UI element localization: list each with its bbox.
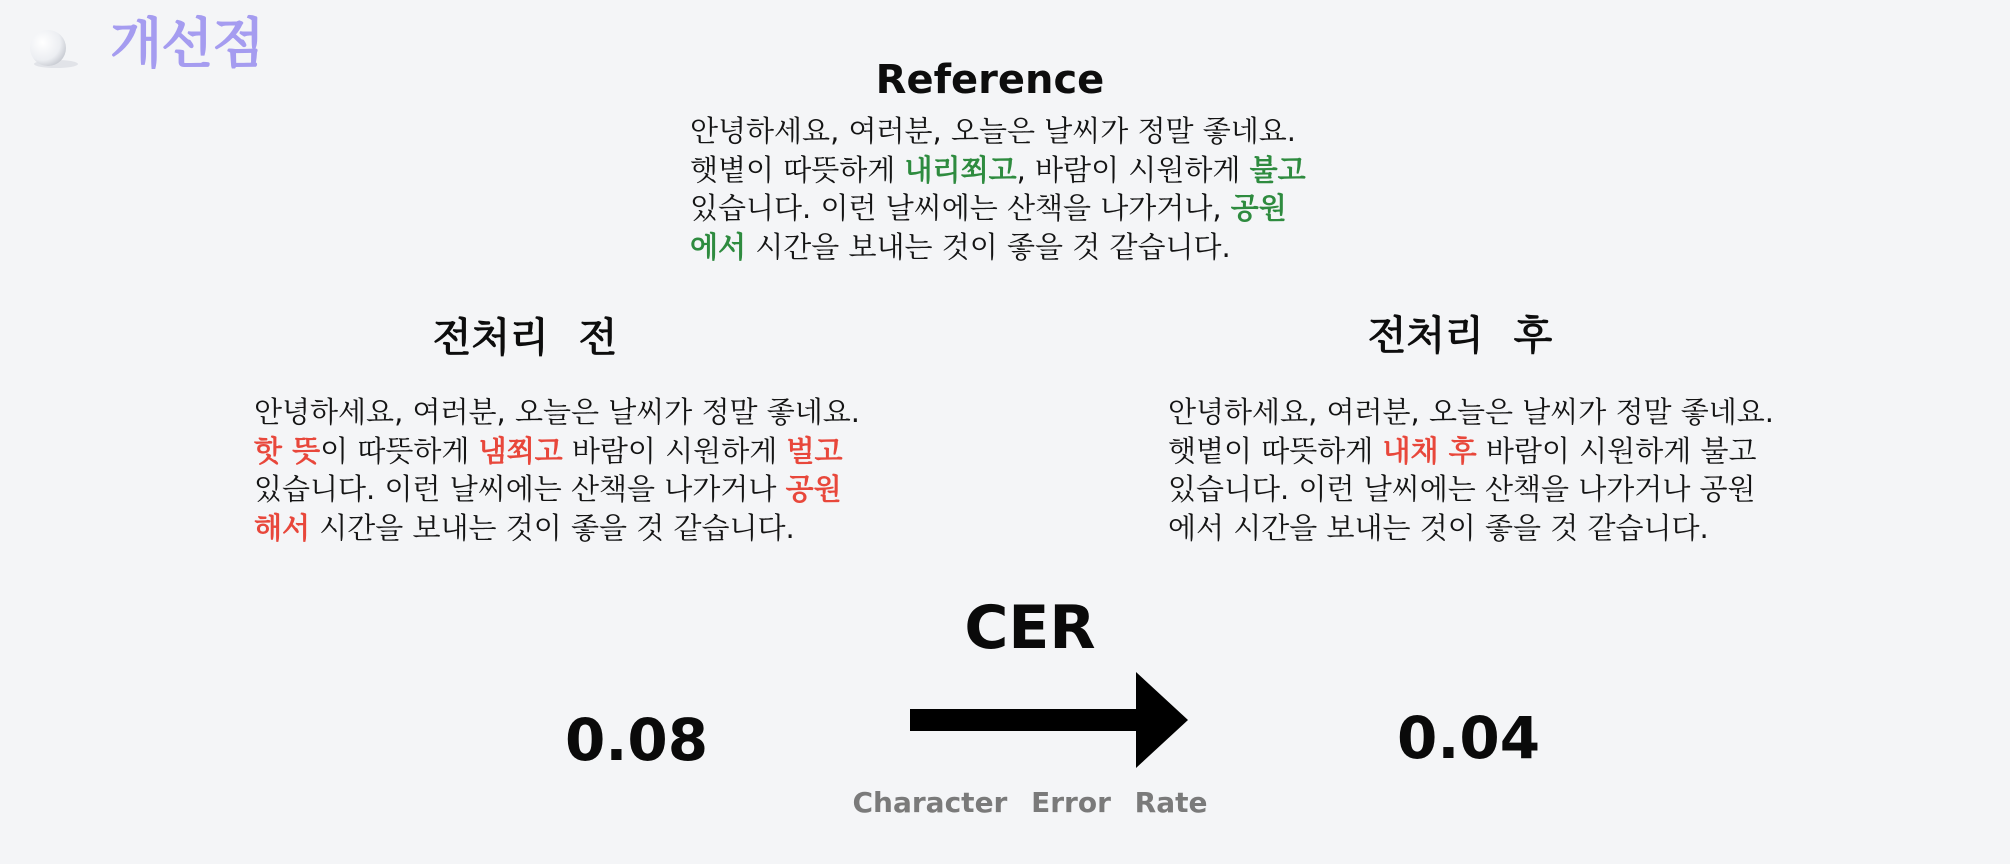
text-segment: 바람이 시원하게 (562, 433, 787, 468)
paragraph-line (690, 228, 1306, 267)
correct-word-highlight: 불고 (1249, 152, 1306, 187)
sphere-logo-icon (26, 26, 80, 70)
reference-heading: Reference (875, 57, 1105, 103)
text-segment: 안녕하세요, 여러분, 오늘은 날씨가 정말 좋네요. (690, 114, 1297, 148)
after-preprocessing-paragraph (1168, 393, 1774, 547)
before-preprocessing-heading: 전처리 전 (432, 315, 618, 361)
text-segment: 햇볕이 따뜻하게 (690, 152, 905, 187)
right-arrow-icon (910, 670, 1188, 770)
text-segment: 있습니다. 이런 날씨에는 산책을 나가거나 (254, 472, 786, 506)
text-segment: 바람이 시원하게 불고 (1476, 433, 1757, 468)
cer-title: CER (964, 593, 1096, 663)
error-word-highlight: 벌고 (786, 433, 843, 468)
paragraph-line (690, 112, 1306, 151)
text-segment: 있습니다. 이런 날씨에는 산책을 나가거나, (690, 191, 1231, 225)
paragraph-line (690, 189, 1306, 228)
paragraph-line (254, 393, 860, 432)
correct-word-highlight: 내리쬐고 (904, 152, 1017, 187)
error-word-highlight: 해서 (254, 510, 311, 545)
error-word-highlight: 냄쬐고 (478, 433, 563, 468)
paragraph-line (1168, 509, 1774, 548)
text-segment: 시간을 보내는 것이 좋을 것 같습니다. (746, 229, 1231, 264)
correct-word-highlight: 공원 (1230, 191, 1287, 225)
correct-word-highlight: 에서 (690, 229, 747, 264)
after-preprocessing-heading: 전처리 후 (1367, 313, 1553, 359)
text-segment: 햇볕이 따뜻하게 (1168, 433, 1383, 468)
error-word-highlight: 공원 (785, 472, 842, 506)
text-segment: , 바람이 시원하게 (1016, 152, 1250, 187)
text-segment: 있습니다. 이런 날씨에는 산책을 나가거나 공원 (1168, 472, 1756, 506)
text-segment: 이 따뜻하게 (320, 433, 479, 468)
paragraph-line (690, 151, 1306, 190)
paragraph-line (1168, 432, 1774, 471)
text-segment: 에서 시간을 보내는 것이 좋을 것 같습니다. (1168, 510, 1709, 545)
cer-caption: Character Error Rate (852, 786, 1208, 819)
paragraph-line (1168, 470, 1774, 509)
error-word-highlight: 내채 후 (1382, 433, 1477, 468)
text-segment: 안녕하세요, 여러분, 오늘은 날씨가 정말 좋네요. (1168, 395, 1775, 429)
before-preprocessing-paragraph (254, 393, 860, 547)
error-word-highlight: 핫 뜻 (254, 433, 321, 468)
cer-before-value: 0.08 (565, 706, 709, 774)
paragraph-line (254, 509, 860, 548)
slide-title: 개선점 (110, 12, 264, 75)
reference-paragraph (690, 112, 1306, 266)
text-segment: 안녕하세요, 여러분, 오늘은 날씨가 정말 좋네요. (254, 395, 861, 429)
paragraph-line (254, 432, 860, 471)
paragraph-line (254, 470, 860, 509)
text-segment: 시간을 보내는 것이 좋을 것 같습니다. (310, 510, 795, 545)
paragraph-line (1168, 393, 1774, 432)
cer-after-value: 0.04 (1397, 704, 1541, 772)
